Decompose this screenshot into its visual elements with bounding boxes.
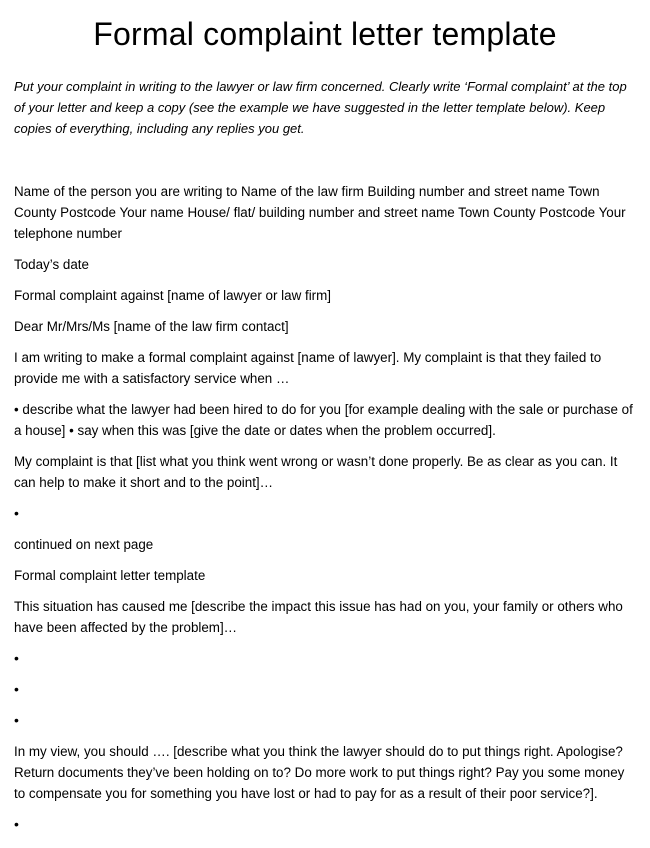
page-title: Formal complaint letter template <box>93 16 557 52</box>
repeat-title: Formal complaint letter template <box>14 568 206 583</box>
remedy-paragraph: In my view, you should …. [describe what you think the lawyer should do to put things right. Apologise? Return documents they’ve been holding on to? Do more work to put things right? Pay you some money to compensate you for something you have lost or had to pay for as a result of their poor service?]. <box>14 744 625 801</box>
bullet-point: • <box>14 712 19 728</box>
intro-paragraph: Put your complaint in writing to the lawyer or law firm concerned. Clearly write ‘Formal complaint’ at the top of your letter and keep a copy (see the example we have suggested in the letter template below). Keep copies of everything, including any replies you get. <box>14 79 627 136</box>
address-paragraph: Name of the person you are writing to Name of the law firm Building number and street name Town County Postcode Your name House/ flat/ building number and street name Town County Postcode Your telephone number <box>14 184 626 241</box>
bullet-point: • <box>14 681 19 697</box>
bullet-point: • <box>14 816 19 832</box>
subject-line: Formal complaint against [name of lawyer or law firm] <box>14 288 332 303</box>
continued-note: continued on next page <box>14 537 154 552</box>
impact-paragraph: This situation has caused me [describe the impact this issue has had on you, your family or others who have been affected by the problem]… <box>14 599 623 635</box>
date-line: Today’s date <box>14 257 89 272</box>
describe-paragraph: • describe what the lawyer had been hired to do for you [for example dealing with the sale or purchase of a house] • say when this was [give the date or dates when the problem occurred]. <box>14 402 633 438</box>
letter-body <box>14 181 634 845</box>
complaint-paragraph: My complaint is that [list what you think went wrong or wasn’t done properly. Be as clear as you can. It can help to make it short and to the point]… <box>14 454 618 490</box>
opening-paragraph: I am writing to make a formal complaint against [name of lawyer]. My complaint is that they failed to provide me with a satisfactory service when … <box>14 350 602 386</box>
salutation-line: Dear Mr/Mrs/Ms [name of the law firm contact] <box>14 319 289 334</box>
bullet-point: • <box>14 650 19 666</box>
bullet-point: • <box>14 505 19 521</box>
